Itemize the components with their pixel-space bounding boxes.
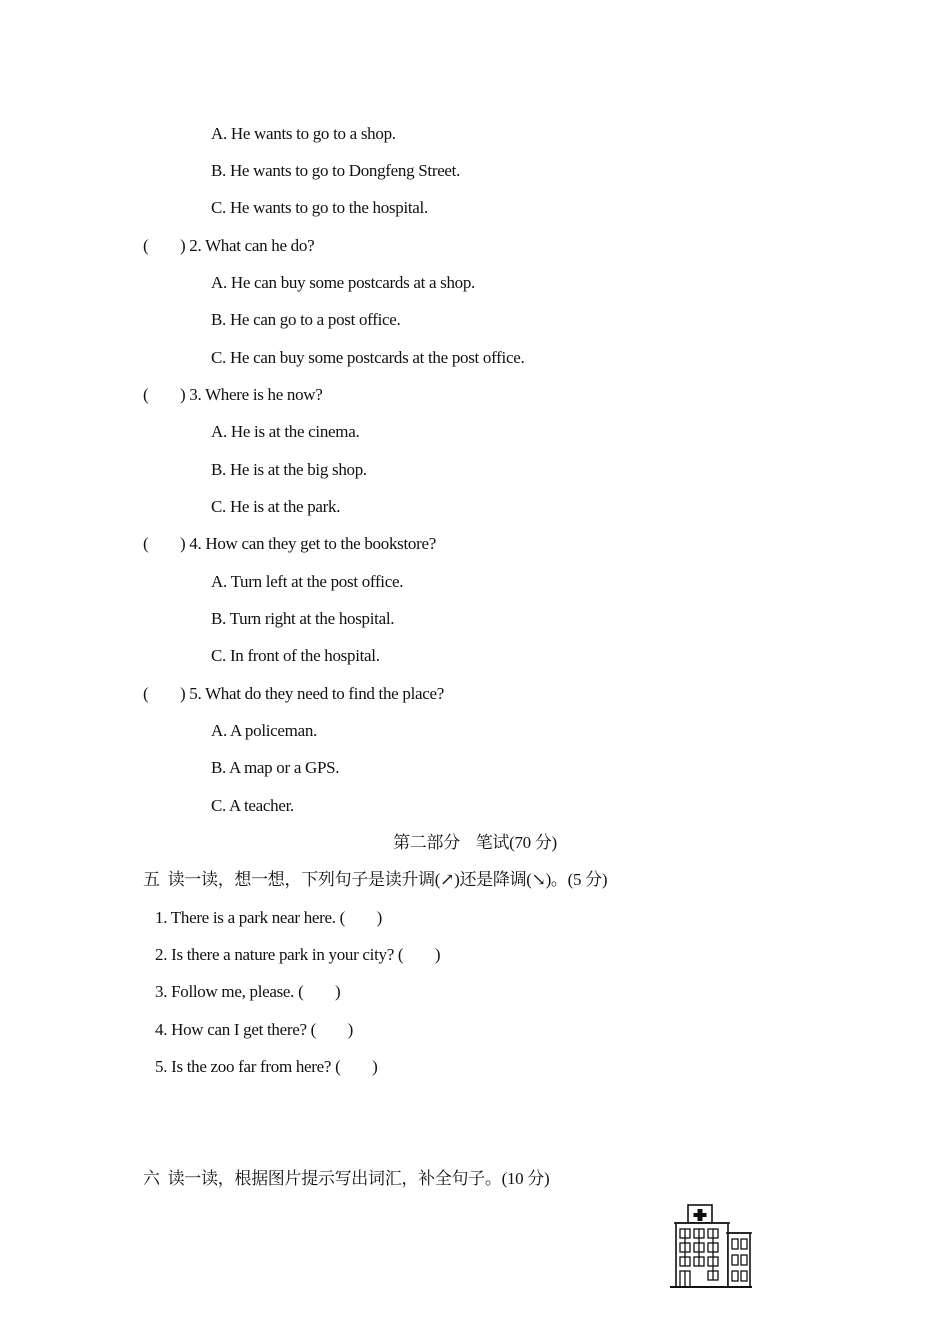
q2-stem: ( ) 2. What can he do? — [143, 236, 315, 255]
section5-sentence-5: 5. Is the zoo far from here? ( ) — [155, 1057, 378, 1076]
section5-sentence-4: 4. How can I get there? ( ) — [155, 1020, 353, 1039]
q2-option-b: B. He can go to a post office. — [211, 310, 401, 329]
section5-sentence-1: 1. There is a park near here. ( ) — [155, 908, 382, 927]
q5-option-b: B. A map or a GPS. — [211, 758, 340, 777]
section5-sentence-3: 3. Follow me, please. ( ) — [155, 982, 341, 1001]
section5-sentence-2: 2. Is there a nature park in your city? ( ) — [155, 945, 441, 964]
q3-option-c: C. He is at the park. — [211, 497, 341, 516]
q3-option-a: A. He is at the cinema. — [211, 422, 360, 441]
q1-option-c: C. He wants to go to the hospital. — [211, 198, 428, 217]
q4-option-c: C. In front of the hospital. — [211, 646, 380, 665]
section5-title: 五 读一读，想一想，下列句子是读升调(↗)还是降调(↘)。(5 分) — [143, 870, 608, 889]
hospital-building-icon — [668, 1203, 754, 1289]
section6-title: 六 读一读，根据图片提示写出词汇，补全句子。(10 分) — [143, 1169, 550, 1188]
part2-title: 第二部分 笔试(70 分) — [393, 833, 557, 852]
q4-stem: ( ) 4. How can they get to the bookstore? — [143, 534, 436, 553]
q1-option-b: B. He wants to go to Dongfeng Street. — [211, 161, 461, 180]
q3-option-b: B. He is at the big shop. — [211, 460, 367, 479]
q2-option-c: C. He can buy some postcards at the post office. — [211, 348, 525, 367]
q5-stem: ( ) 5. What do they need to find the place? — [143, 684, 444, 703]
q5-option-c: C. A teacher. — [211, 796, 294, 815]
q4-option-a: A. Turn left at the post office. — [211, 572, 404, 591]
q4-option-b: B. Turn right at the hospital. — [211, 609, 395, 628]
q2-option-a: A. He can buy some postcards at a shop. — [211, 273, 476, 292]
q1-option-a: A. He wants to go to a shop. — [211, 124, 396, 143]
q5-option-a: A. A policeman. — [211, 721, 317, 740]
q3-stem: ( ) 3. Where is he now? — [143, 385, 323, 404]
